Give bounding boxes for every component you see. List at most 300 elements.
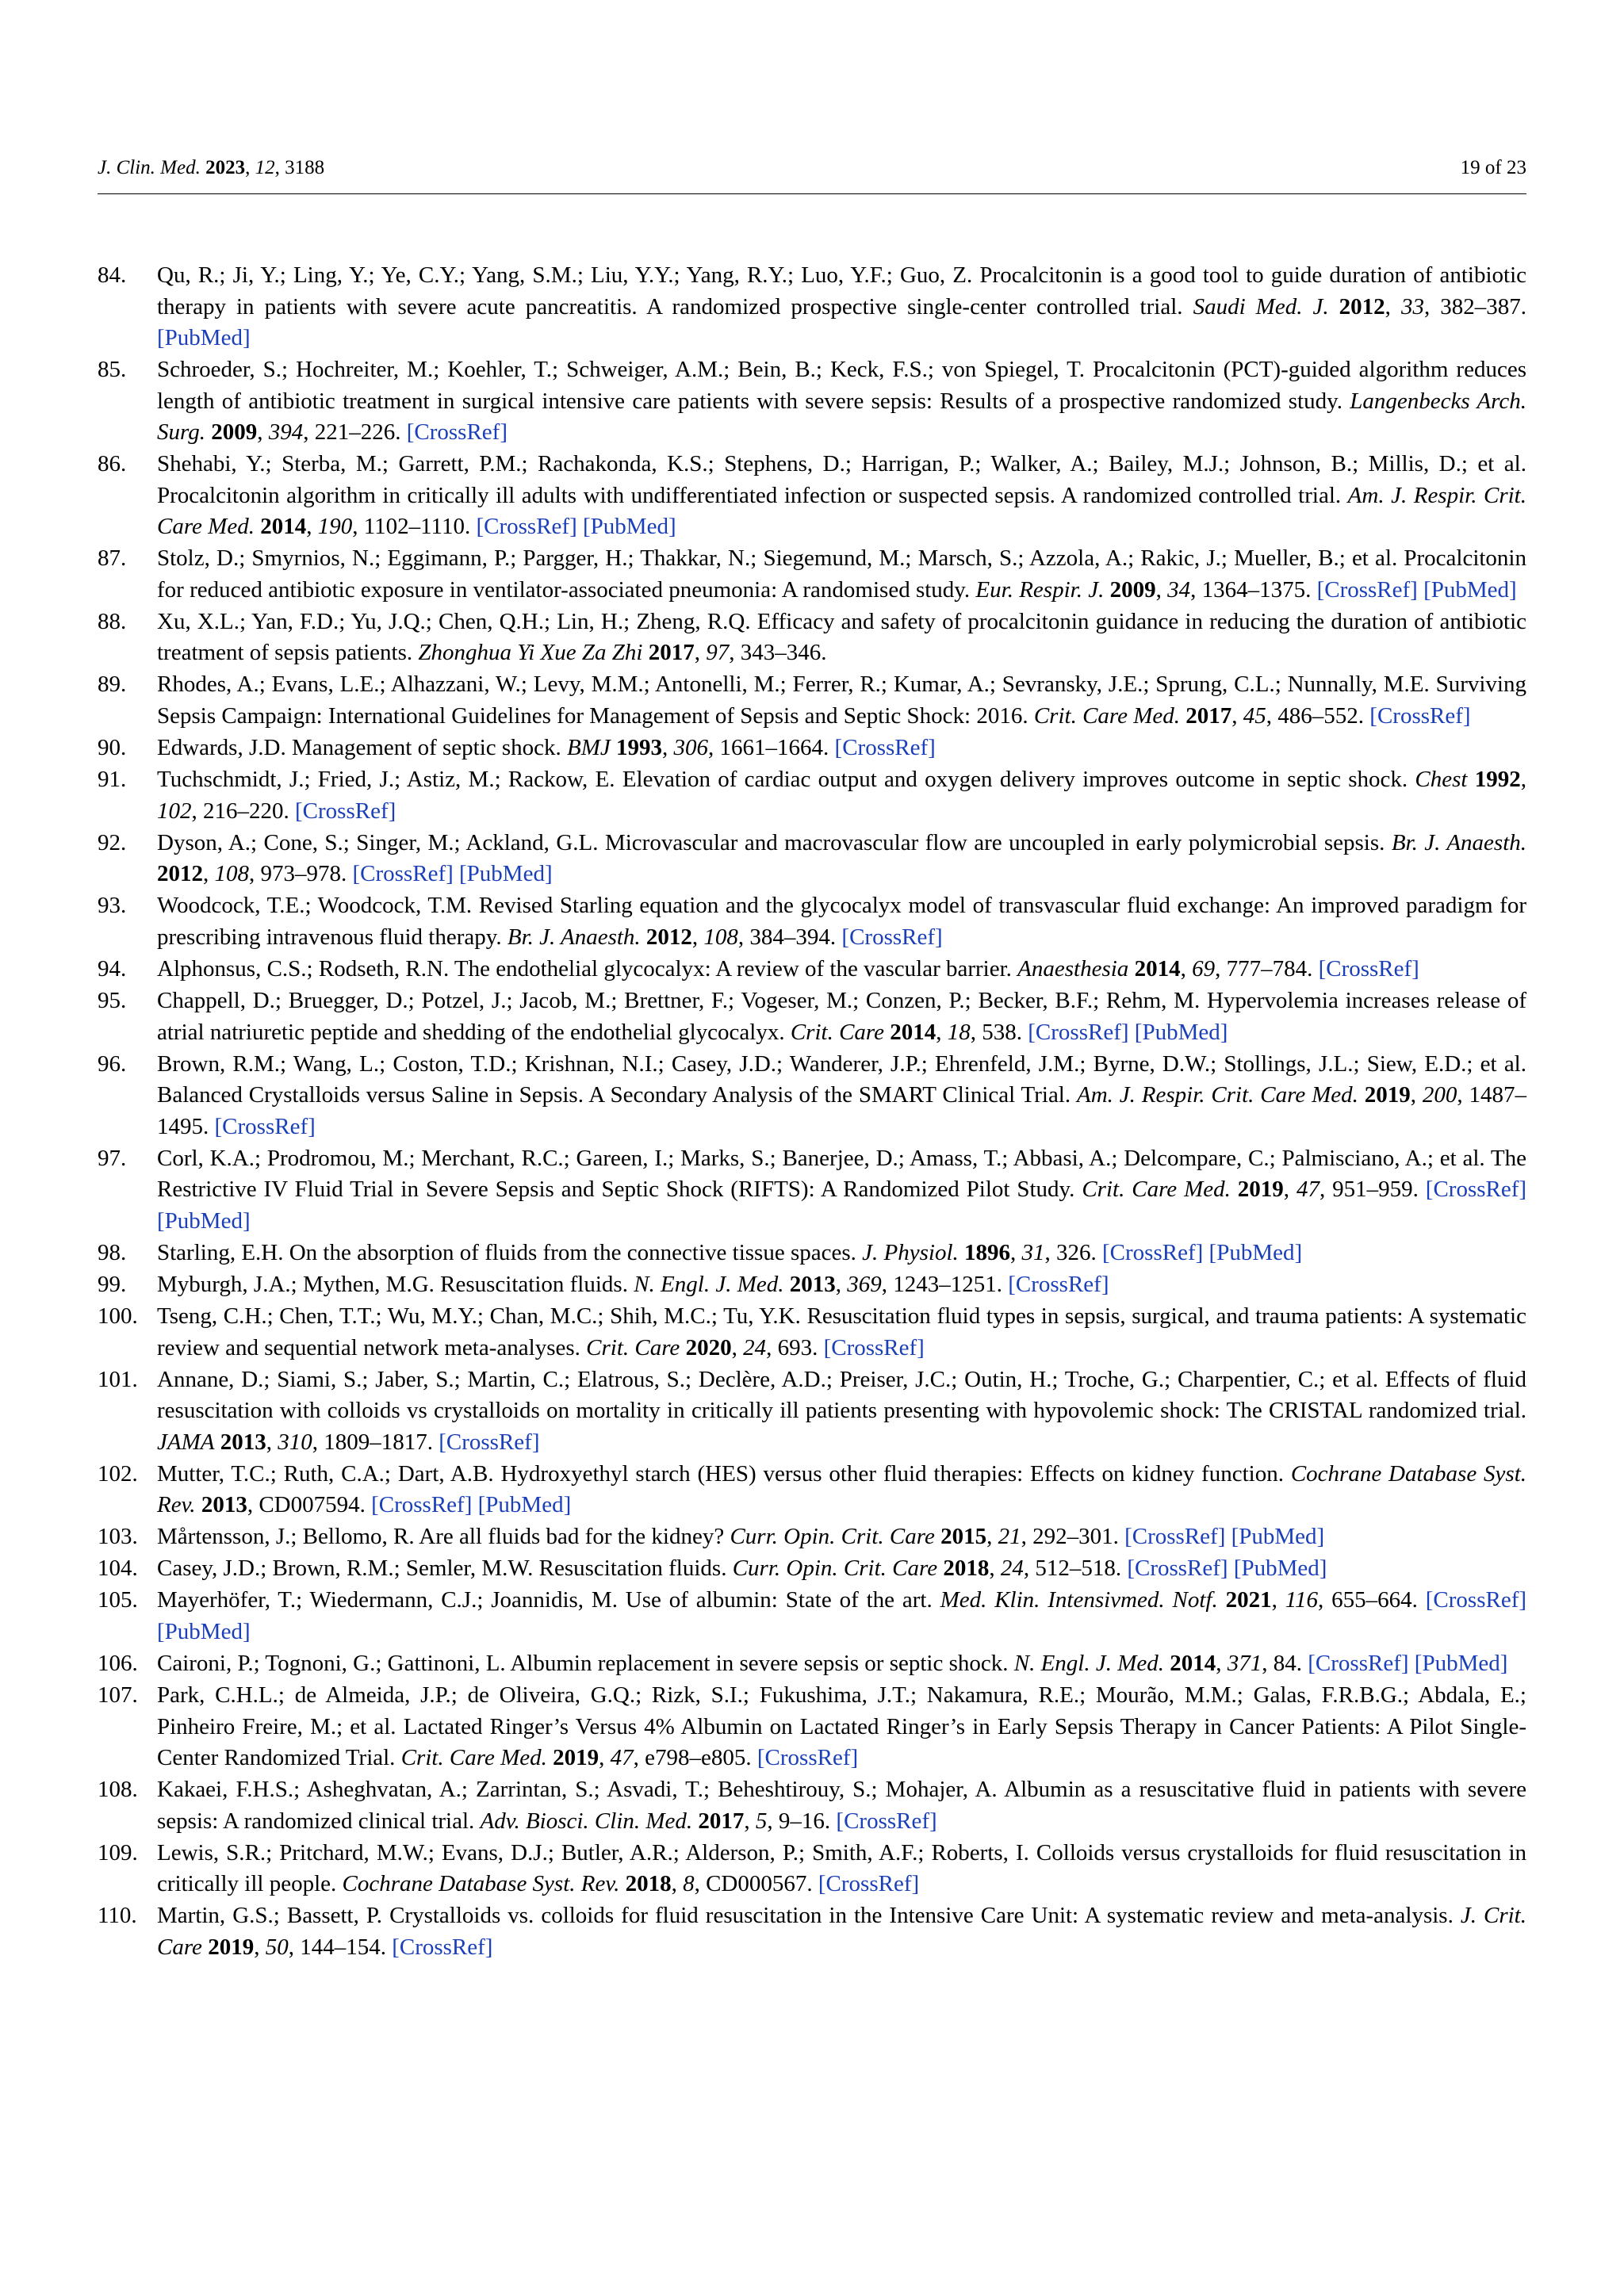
reference-text-segment (959, 1240, 964, 1265)
reference-item (98, 449, 1526, 543)
reference-item (98, 764, 1526, 827)
reference-item (98, 1774, 1526, 1837)
reference-text-segment: , (694, 640, 707, 666)
reference-item (98, 1049, 1526, 1143)
reference-italic-segment: Br. J. Anaesth. (507, 924, 641, 950)
reference-text-segment (472, 1492, 477, 1517)
reference-italic-segment: 8 (683, 1871, 695, 1897)
page-header (98, 152, 1526, 184)
reference-italic-segment: 102 (157, 798, 192, 824)
reference-text-segment: , 326. (1044, 1239, 1103, 1265)
reference-text-segment (454, 861, 459, 886)
reference-year: 2019 (208, 1934, 255, 1960)
reference-item (98, 1553, 1526, 1585)
reference-text-segment: , (731, 1334, 744, 1360)
reference-text-segment: Caironi, P.; Tognoni, G.; Gattinoni, L. Albumin replacement in severe sepsis or septic shock. (157, 1651, 1014, 1677)
reference-item (98, 954, 1526, 985)
reference-text-segment (1203, 1240, 1208, 1265)
crossref-link[interactable]: [CrossRef] (1369, 702, 1471, 729)
reference-text (157, 1146, 1526, 1234)
reference-number: 93. (98, 893, 127, 919)
reference-text-segment: , 538. (970, 1019, 1028, 1045)
reference-text (157, 1524, 1324, 1549)
crossref-link[interactable]: [CrossRef] (1316, 576, 1418, 603)
reference-item (98, 828, 1526, 890)
reference-year: 2014 (260, 514, 307, 540)
crossref-link[interactable]: [CrossRef] (1102, 1239, 1204, 1265)
reference-text-segment (1467, 767, 1474, 792)
reference-year: 2009 (211, 419, 258, 446)
reference-text-segment: , (1283, 1177, 1297, 1203)
reference-text-segment (641, 924, 646, 950)
reference-italic-segment: 47 (1296, 1177, 1320, 1203)
reference-year: 2013 (201, 1492, 247, 1518)
pubmed-link[interactable]: [PubMed] (1134, 1019, 1228, 1045)
pubmed-link[interactable]: [PubMed] (1233, 1556, 1327, 1582)
reference-text-segment: Lewis, S.R.; Pritchard, M.W.; Evans, D.J.; Butler, A.R.; Alderson, P.; Smith, A.F.; Roberts, I. Colloids versus crystalloids for fluid resuscitation in critically ill people. (157, 1839, 1526, 1897)
reference-item (98, 1301, 1526, 1364)
reference-italic-segment: 5 (755, 1808, 768, 1834)
reference-italic-segment: Cochrane Database Syst. Rev. (157, 1460, 1526, 1518)
reference-item (98, 354, 1526, 449)
reference-text (157, 262, 1526, 350)
reference-text-segment: , 216–220. (191, 798, 295, 824)
crossref-link[interactable]: [CrossRef] (406, 419, 508, 446)
crossref-link[interactable]: [CrossRef] (392, 1934, 493, 1960)
reference-number: 95. (98, 988, 127, 1014)
reference-text-segment (1329, 294, 1339, 320)
reference-text (157, 956, 1419, 982)
reference-year: 2014 (1134, 955, 1181, 982)
reference-item (98, 1900, 1526, 1963)
reference-text-segment: , (835, 1271, 848, 1297)
reference-text-segment: , 1809–1817. (312, 1429, 439, 1455)
reference-year: 2014 (1170, 1651, 1216, 1677)
reference-text (157, 1903, 1526, 1960)
reference-text (157, 1240, 1302, 1265)
reference-text-segment (1228, 1556, 1234, 1581)
reference-text (157, 1556, 1327, 1581)
reference-italic-segment: N. Engl. J. Med. (634, 1271, 784, 1297)
reference-number: 94. (98, 955, 127, 982)
reference-item (98, 260, 1526, 354)
crossref-link[interactable]: [CrossRef] (439, 1429, 540, 1455)
reference-text-segment: , 292–301. (1021, 1524, 1125, 1550)
reference-text-segment: Edwards, J.D. Management of septic shock. (157, 735, 568, 761)
crossref-link[interactable]: [CrossRef] (352, 861, 454, 887)
reference-text-segment: Myburgh, J.A.; Mythen, M.G. Resuscitation fluids. (157, 1271, 634, 1297)
reference-item (98, 1269, 1526, 1301)
reference-text-segment: Kakaei, F.H.S.; Asheghvatan, A.; Zarrintan, S.; Asvadi, T.; Beheshtirouy, S.; Mohajer, A. Albumin as a resuscitative fluid in patients with severe sepsis: A randomized clinical trial. (157, 1777, 1526, 1834)
reference-italic-segment: Langenbecks Arch. Surg. (157, 388, 1526, 446)
reference-text-segment: Tseng, C.H.; Chen, T.T.; Wu, M.Y.; Chan, M.C.; Shih, M.C.; Tu, Y.K. Resuscitation fluid types in sepsis, surgical, and trauma patients: A systematic review and sequential network meta-analyses. (157, 1303, 1526, 1360)
reference-text-segment (783, 1272, 789, 1297)
crossref-link[interactable]: [CrossRef] (476, 514, 577, 540)
reference-italic-segment: Cochrane Database Syst. Rev. (342, 1871, 620, 1897)
reference-text-segment: , 693. (766, 1334, 824, 1360)
crossref-link[interactable]: [CrossRef] (1308, 1651, 1409, 1677)
reference-number: 109. (98, 1839, 138, 1866)
reference-italic-segment: 371 (1227, 1651, 1262, 1677)
reference-text-segment: Annane, D.; Siami, S.; Jaber, S.; Martin, C.; Elatrous, S.; Declère, A.D.; Preiser, J.C.; Outin, H.; Troche, G.; Charpentier, C.; et al. Effects of fluid resuscitation with colloids vs crystalloids on mortality in critically ill patients presenting with hypovolemic shock: The CRISTAL randomized trial. (157, 1366, 1526, 1424)
reference-text-segment: , (599, 1745, 611, 1771)
crossref-link[interactable]: [CrossRef] (371, 1492, 473, 1518)
reference-text-segment: , (1410, 1082, 1423, 1108)
pubmed-link[interactable]: [PubMed] (1414, 1651, 1508, 1677)
reference-text-segment: , (986, 1524, 998, 1550)
reference-text (157, 1272, 1109, 1297)
reference-item (98, 1585, 1526, 1647)
reference-text-segment: Alphonsus, C.S.; Rodseth, R.N. The endothelial glycocalyx: A review of the vascular barrier. (157, 955, 1018, 982)
reference-italic-segment: Crit. Care Med. (1082, 1177, 1231, 1203)
reference-number: 104. (98, 1556, 138, 1582)
reference-text-segment: Mutter, T.C.; Ruth, C.A.; Dart, A.B. Hydroxyethyl starch (HES) versus other fluid therapies: Effects on kidney function. (157, 1460, 1291, 1487)
reference-italic-segment: 190 (317, 514, 353, 540)
reference-text-segment: Martin, G.S.; Bassett, P. Crystalloids vs. colloids for fluid resuscitation in the Intensive Care Unit: A systematic review and meta-analysis. (157, 1903, 1461, 1929)
reference-italic-segment: Saudi Med. J. (1193, 293, 1329, 320)
reference-italic-segment: 47 (610, 1745, 634, 1771)
crossref-link[interactable]: [CrossRef] (836, 1808, 937, 1834)
reference-year: 2017 (648, 640, 695, 666)
pubmed-link[interactable]: [PubMed] (459, 861, 553, 887)
journal-name: J. Clin. Med. (98, 157, 201, 178)
crossref-link[interactable]: [CrossRef] (1028, 1019, 1129, 1045)
reference-text-segment: , 486–552. (1266, 702, 1370, 729)
reference-text (157, 1777, 1526, 1834)
reference-number: 92. (98, 829, 127, 855)
crossref-link[interactable]: [CrossRef] (214, 1113, 316, 1139)
reference-italic-segment: 24 (1000, 1556, 1024, 1582)
reference-text-segment (1129, 1020, 1135, 1045)
reference-year: 2019 (1364, 1082, 1411, 1108)
reference-item (98, 669, 1526, 732)
reference-year: 2018 (625, 1871, 672, 1897)
reference-italic-segment: Crit. Care Med. (400, 1745, 547, 1771)
reference-text-segment: , (671, 1871, 684, 1897)
reference-text-segment: , CD000567. (694, 1871, 818, 1897)
reference-text-segment: , 655–664. (1318, 1587, 1426, 1613)
reference-year: 2019 (553, 1745, 599, 1771)
reference-text (157, 735, 936, 760)
reference-italic-segment: Eur. Respir. J. (975, 576, 1105, 603)
reference-number: 86. (98, 451, 127, 477)
reference-item (98, 543, 1526, 606)
reference-year: 2015 (940, 1524, 987, 1550)
reference-number: 89. (98, 672, 127, 698)
reference-italic-segment: 33 (1400, 293, 1424, 320)
reference-text (157, 830, 1526, 887)
reference-text-segment (1225, 1524, 1231, 1549)
reference-text-segment (935, 1524, 940, 1549)
reference-year: 2017 (698, 1808, 745, 1834)
reference-text-segment: , 221–226. (303, 419, 407, 446)
reference-text-segment (1358, 1082, 1365, 1108)
reference-text-segment: , 1243–1251. (881, 1271, 1009, 1297)
pubmed-link[interactable]: [PubMed] (157, 325, 251, 350)
crossref-link[interactable]: [CrossRef] (295, 798, 396, 824)
reference-text (157, 767, 1526, 824)
reference-text (157, 357, 1526, 445)
reference-item (98, 1680, 1526, 1774)
reference-text-segment: , 384–394. (737, 924, 842, 950)
reference-text-segment: Mårtensson, J.; Bellomo, R. Are all fluids bad for the kidney? (157, 1524, 730, 1550)
reference-italic-segment: 394 (268, 419, 304, 446)
reference-italic-segment: Am. J. Respir. Crit. Care Med. (157, 482, 1526, 540)
reference-text (157, 545, 1526, 603)
reference-italic-segment: 18 (947, 1019, 971, 1045)
reference-year: 2020 (685, 1334, 732, 1360)
reference-text-segment: Chappell, D.; Bruegger, D.; Potzel, J.; Jacob, M.; Brettner, F.; Vogeser, M.; Conzen, P.; Becker, B.F.; Rehm, M. Hypervolemia increases release of atrial natriuretic peptide and shedding of the endothelial glycocalyx. (157, 988, 1526, 1045)
reference-italic-segment: Curr. Opin. Crit. Care (730, 1524, 935, 1550)
reference-year: 2012 (157, 861, 203, 887)
crossref-link[interactable]: [CrossRef] (1318, 955, 1419, 982)
reference-number: 106. (98, 1651, 138, 1677)
reference-text (157, 1051, 1526, 1139)
reference-list (98, 260, 1526, 1964)
reference-text-segment: , (1520, 767, 1526, 793)
page-number: 19 of 23 (1460, 157, 1526, 178)
reference-italic-segment: 69 (1192, 955, 1216, 982)
reference-text-segment: , (257, 419, 269, 446)
crossref-link[interactable]: [CrossRef] (823, 1334, 925, 1360)
reference-text-segment: Qu, R.; Ji, Y.; Ling, Y.; Ye, C.Y.; Yang, S.M.; Liu, Y.Y.; Yang, R.Y.; Luo, Y.F.; Guo, Z. Procalcitonin is a good tool to guide duration of antibiotic therapy in patients with severe acute pancreatitis. A randomized prospective single-center controlled trial. (157, 262, 1526, 320)
reference-text-segment (1409, 1651, 1415, 1676)
reference-text-segment: , 84. (1262, 1651, 1308, 1677)
reference-italic-segment: 369 (847, 1271, 882, 1297)
journal-year: 2023 (205, 157, 246, 178)
journal-volume: 12 (255, 157, 275, 178)
reference-italic-segment: 108 (214, 861, 249, 887)
reference-text (157, 1651, 1507, 1676)
reference-text-segment: , 973–978. (249, 861, 353, 887)
reference-item (98, 1459, 1526, 1521)
reference-text-segment: , 382–387. (1423, 293, 1526, 320)
journal-citation: J. Clin. Med. 2023, 12, 3188 (98, 157, 325, 178)
pubmed-link[interactable]: [PubMed] (1423, 576, 1517, 603)
reference-year: 2012 (645, 924, 692, 950)
reference-text (157, 451, 1526, 539)
reference-italic-segment: Br. J. Anaesth. (1391, 829, 1527, 855)
reference-italic-segment: Chest (1415, 767, 1468, 793)
crossref-link[interactable]: [CrossRef] (841, 924, 943, 950)
reference-text (157, 1367, 1526, 1455)
reference-year: 2014 (890, 1019, 936, 1045)
crossref-link[interactable]: [CrossRef] (1127, 1556, 1228, 1582)
reference-text-segment (1218, 1587, 1226, 1613)
reference-text (157, 1587, 1526, 1644)
pubmed-link[interactable]: [PubMed] (157, 1207, 251, 1234)
reference-text-segment (680, 1335, 685, 1360)
reference-italic-segment: Am. J. Respir. Crit. Care Med. (1077, 1082, 1358, 1108)
reference-number: 100. (98, 1303, 138, 1329)
reference-item (98, 890, 1526, 953)
reference-text-segment: , e798–e805. (633, 1745, 757, 1771)
reference-italic-segment: 31 (1021, 1239, 1045, 1265)
reference-year: 2013 (220, 1429, 266, 1455)
reference-italic-segment: 200 (1422, 1082, 1457, 1108)
crossref-link[interactable]: [CrossRef] (834, 735, 936, 761)
reference-italic-segment: 50 (265, 1934, 289, 1960)
reference-text-segment: Xu, X.L.; Yan, F.D.; Yu, J.Q.; Chen, Q.H.; Lin, H.; Zheng, R.Q. Efficacy and safety of procalcitonin guidance in reducing the duration of antibiotic treatment of sepsis patients. (157, 608, 1526, 666)
reference-text-segment: Corl, K.A.; Prodromou, M.; Merchant, R.C.; Gareen, I.; Marks, S.; Banerjee, D.; Amass, T.; Abbasi, A.; Delcompare, C.; Palmisciano, A.; et al. The Restrictive IV Fluid Trial in Severe Sepsis and Septic Shock (RIFTS): A Randomized Pilot Study. (157, 1145, 1526, 1203)
reference-item (98, 1521, 1526, 1553)
reference-text (157, 1682, 1526, 1770)
reference-text-segment: Woodcock, T.E.; Woodcock, T.M. Revised Starling equation and the glycocalyx model of transvascular fluid exchange: An improved paradigm for prescribing intravenous fluid therapy. (157, 893, 1526, 950)
pubmed-link[interactable]: [PubMed] (1231, 1524, 1325, 1550)
reference-text-segment: , (936, 1019, 948, 1045)
reference-number: 101. (98, 1366, 138, 1392)
reference-text-segment: , (1180, 955, 1193, 982)
reference-italic-segment: 34 (1167, 576, 1191, 603)
reference-text-segment: , 9–16. (767, 1808, 837, 1834)
reference-text-segment: , (662, 735, 674, 761)
reference-number: 98. (98, 1239, 127, 1265)
reference-text-segment: , (254, 1934, 266, 1960)
reference-number: 107. (98, 1682, 138, 1709)
reference-italic-segment: 306 (673, 735, 709, 761)
reference-text-segment (1231, 1177, 1238, 1202)
reference-text-segment: , (1216, 1651, 1228, 1677)
reference-text (157, 672, 1526, 729)
reference-text-segment: , (691, 924, 704, 950)
reference-text-segment: , 1102–1110. (352, 514, 477, 540)
reference-item (98, 1143, 1526, 1238)
reference-number: 103. (98, 1524, 138, 1550)
reference-year: 2021 (1225, 1587, 1272, 1613)
reference-italic-segment: J. Crit. Care (157, 1903, 1526, 1960)
reference-text-segment: , (1231, 702, 1243, 729)
reference-text-segment: , 1487–1495. (157, 1082, 1527, 1139)
reference-number: 84. (98, 262, 127, 288)
crossref-link[interactable]: [CrossRef] (1425, 1587, 1527, 1613)
reference-italic-segment: N. Engl. J. Med. (1013, 1651, 1165, 1677)
reference-number: 110. (98, 1903, 137, 1929)
reference-italic-segment: 45 (1243, 702, 1266, 729)
reference-year: 2019 (1237, 1177, 1284, 1203)
reference-text-segment (1418, 577, 1423, 603)
reference-text-segment: , (266, 1429, 278, 1455)
reference-text-segment: Brown, R.M.; Wang, L.; Coston, T.D.; Krishnan, N.I.; Casey, J.D.; Wanderer, J.P.; Ehrenfeld, J.M.; Byrne, D.W.; Stollings, J.L.; Siew, E.D.; et al. Balanced Crystalloids versus Saline in Sepsis. A Secondary Analysis of the SMART Clinical Trial. (157, 1050, 1526, 1108)
reference-year: 2012 (1339, 293, 1385, 320)
reference-text-segment: , 144–154. (288, 1934, 393, 1960)
reference-text-segment (577, 514, 583, 539)
reference-number: 87. (98, 545, 127, 572)
reference-text-segment: Dyson, A.; Cone, S.; Singer, M.; Ackland, G.L. Microvascular and macrovascular flow are uncoupled in early polymicrobial sepsis. (157, 829, 1392, 855)
reference-text-segment: Starling, E.H. On the absorption of fluids from the connective tissue spaces. (157, 1239, 863, 1265)
reference-text-segment: , (1271, 1587, 1285, 1613)
reference-text (157, 1840, 1526, 1897)
reference-number: 96. (98, 1050, 127, 1077)
reference-item (98, 1648, 1526, 1680)
reference-text (157, 988, 1526, 1045)
reference-italic-segment: J. Physiol. (862, 1239, 959, 1265)
reference-text-segment: , 1661–1664. (708, 735, 835, 761)
reference-italic-segment: 97 (706, 640, 730, 666)
reference-year: 2013 (789, 1271, 836, 1297)
reference-item (98, 733, 1526, 764)
reference-year: 1992 (1474, 767, 1521, 793)
reference-italic-segment: Zhonghua Yi Xue Za Zhi (418, 640, 643, 666)
journal-article-number: 3188 (285, 157, 325, 178)
reference-number: 88. (98, 608, 127, 634)
reference-text-segment (1104, 577, 1109, 603)
reference-year: 2018 (943, 1556, 990, 1582)
pubmed-link[interactable]: [PubMed] (157, 1618, 251, 1644)
crossref-link[interactable]: [CrossRef] (756, 1745, 859, 1771)
reference-text-segment: , (203, 861, 215, 887)
reference-item (98, 985, 1526, 1048)
reference-italic-segment: Adv. Biosci. Clin. Med. (480, 1808, 693, 1834)
reference-italic-segment: 21 (998, 1524, 1021, 1550)
reference-text-segment: , (1010, 1239, 1022, 1265)
reference-number: 85. (98, 357, 127, 383)
reference-item (98, 607, 1526, 669)
crossref-link[interactable]: [CrossRef] (818, 1871, 920, 1897)
reference-number: 105. (98, 1587, 138, 1613)
reference-item (98, 1364, 1526, 1459)
reference-text-segment (642, 640, 648, 665)
reference-text-segment: Casey, J.D.; Brown, R.M.; Semler, M.W. Resuscitation fluids. (157, 1556, 733, 1582)
reference-text-segment: , 1364–1375. (1190, 576, 1317, 603)
reference-text-segment: , (306, 514, 318, 540)
reference-italic-segment: BMJ (567, 735, 611, 761)
pubmed-link[interactable]: [PubMed] (1208, 1239, 1303, 1265)
reference-italic-segment: Crit. Care (790, 1019, 885, 1045)
reference-number: 108. (98, 1777, 138, 1803)
crossref-link[interactable]: [CrossRef] (1008, 1271, 1109, 1297)
reference-text-segment: , 343–346. (729, 640, 827, 666)
reference-text-segment: Shehabi, Y.; Sterba, M.; Garrett, P.M.; Rachakonda, K.S.; Stephens, D.; Harrigan, P.; Walker, A.; Bailey, M.J.; Johnson, B.; Millis, D.; et al. Procalcitonin algorithm in critically ill adults with undifferentiated infection or suspected sepsis. A randomized controlled trial. (157, 451, 1526, 508)
reference-italic-segment: Curr. Opin. Crit. Care (732, 1556, 938, 1582)
reference-italic-segment: 24 (743, 1334, 767, 1360)
reference-year: 2009 (1109, 576, 1156, 603)
reference-text-segment: , 777–784. (1215, 955, 1319, 982)
reference-item (98, 1238, 1526, 1269)
pubmed-link[interactable]: [PubMed] (477, 1492, 572, 1518)
reference-year: 2017 (1185, 702, 1232, 729)
reference-number: 90. (98, 735, 127, 761)
crossref-link[interactable]: [CrossRef] (1124, 1524, 1226, 1550)
reference-text-segment (619, 1871, 625, 1896)
header-rule (98, 193, 1526, 194)
reference-italic-segment: JAMA (157, 1429, 215, 1455)
reference-text (157, 609, 1526, 666)
reference-text (157, 893, 1526, 950)
reference-number: 102. (98, 1460, 138, 1487)
reference-italic-segment: Crit. Care (586, 1334, 680, 1360)
reference-text-segment: Rhodes, A.; Evans, L.E.; Alhazzani, W.; Levy, M.M.; Antonelli, M.; Ferrer, R.; Kumar, A.; Sevransky, J.E.; Sprung, C.L.; Nunnally, M.E. Surviving Sepsis Campaign: International Guidelines for Management of Sepsis and Septic Shock: 2016. (157, 672, 1526, 729)
crossref-link[interactable]: [CrossRef] (1425, 1177, 1527, 1203)
reference-text-segment: Park, C.H.L.; de Almeida, J.P.; de Oliveira, G.Q.; Rizk, S.I.; Fukushima, J.T.; Nakamura, R.E.; Mourão, M.M.; Galas, F.R.B.G.; Abdala, E.; Pinheiro Freire, M.; et al. Lactated Ringer’s Versus 4% Albumin on Lactated Ringer’s in Early Sepsis Therapy in Cancer Patients: A Pilot Single-Center Randomized Trial. (157, 1682, 1526, 1771)
reference-text-segment (1128, 956, 1134, 982)
reference-number: 91. (98, 767, 127, 793)
reference-text-segment: Tuchschmidt, J.; Fried, J.; Astiz, M.; Rackow, E. Elevation of cardiac output and oxygen delivery improves outcome in septic shock. (157, 767, 1415, 793)
reference-text-segment: , (1385, 293, 1401, 320)
reference-number: 97. (98, 1145, 127, 1171)
reference-text-segment: , (744, 1808, 756, 1834)
reference-text-segment (196, 1492, 201, 1517)
reference-year: 1993 (616, 735, 663, 761)
reference-text-segment: Schroeder, S.; Hochreiter, M.; Koehler, T.; Schweiger, A.M.; Bein, B.; Keck, F.S.; von Spiegel, T. Procalcitonin (PCT)-guided algorithm reduces length of antibiotic treatment in surgical intensive care patients with severe sepsis: Results of a prospective randomized study. (157, 357, 1526, 414)
reference-text-segment: , (989, 1556, 1001, 1582)
reference-text-segment: , 512–518. (1023, 1556, 1128, 1582)
reference-text (157, 1303, 1526, 1360)
reference-text-segment: , 951–959. (1319, 1177, 1426, 1203)
reference-italic-segment: 108 (703, 924, 738, 950)
reference-text-segment (214, 1429, 220, 1455)
reference-text-segment: Stolz, D.; Smyrnios, N.; Eggimann, P.; Pargger, H.; Thakkar, N.; Siegemund, M.; Marsch, S.; Azzola, A.; Rakic, J.; Mueller, B.; et al. Procalcitonin for reduced antibiotic exposure in ventilator-associated pneumonia: A randomised study. (157, 545, 1526, 603)
pubmed-link[interactable]: [PubMed] (583, 514, 676, 540)
